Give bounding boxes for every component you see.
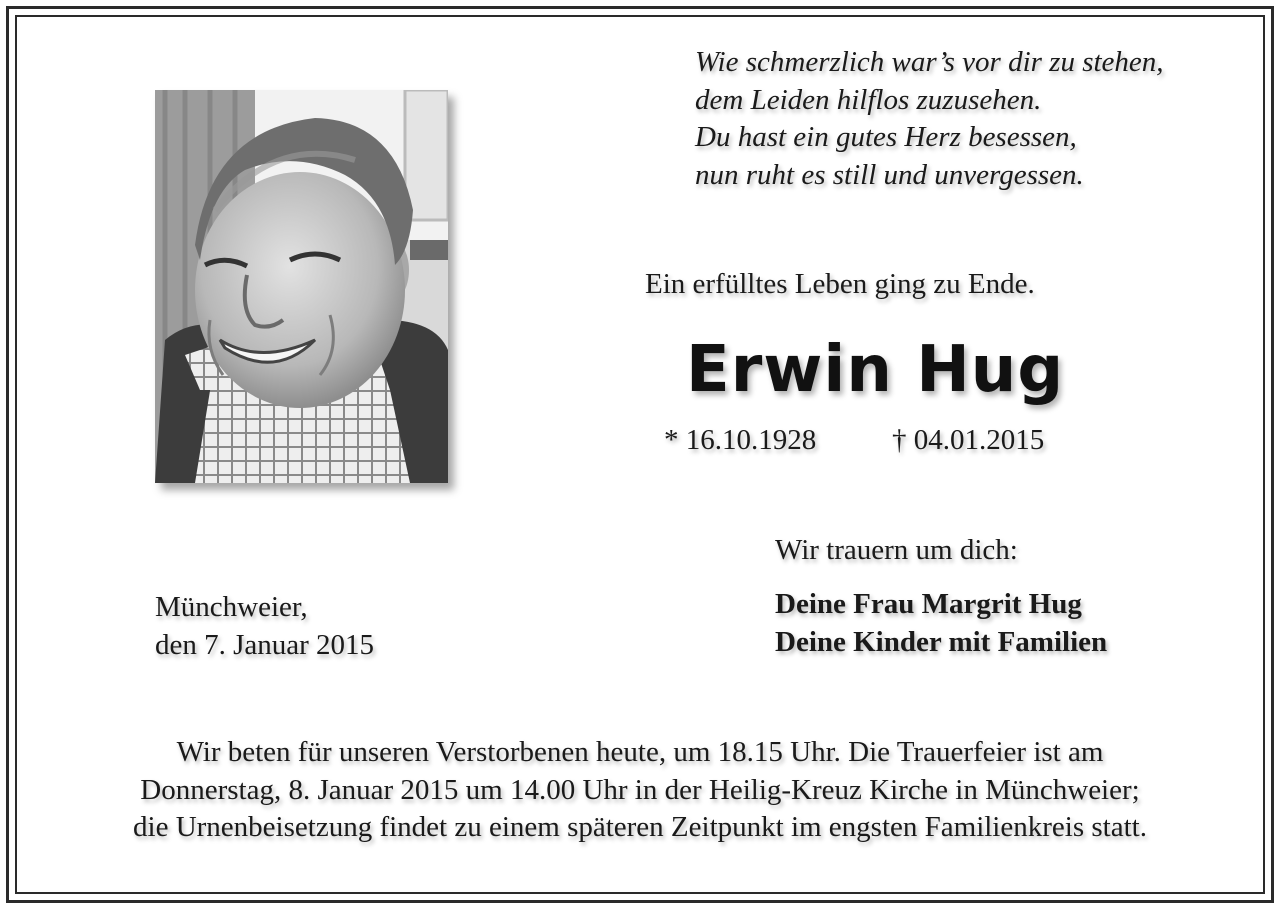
birth-date: * 16.10.1928: [664, 424, 817, 456]
service-line: die Urnenbeisetzung findet zu einem späteren Zeitpunkt im engsten Familienkreis statt.: [133, 811, 1147, 843]
poem-line: dem Leiden hilflos zuzusehen.: [695, 83, 1042, 116]
death-date: † 04.01.2015: [892, 424, 1045, 456]
portrait-illustration: [155, 90, 448, 483]
service-information: [40, 734, 1240, 847]
mourning-heading: Wir trauern um dich:: [775, 534, 1018, 566]
service-line: Wir beten für unseren Verstorbenen heute, um 18.15 Uhr. Die Trauerfeier ist am: [176, 736, 1104, 768]
mourners-list: [775, 585, 1107, 661]
deceased-name: Erwin Hug: [686, 333, 1065, 407]
intro-line: Ein erfülltes Leben ging zu Ende.: [645, 268, 1035, 300]
poem-line: Wie schmerzlich war’s vor dir zu stehen,: [695, 46, 1164, 78]
place-line: Münchweier,: [155, 591, 308, 623]
poem: [695, 44, 1164, 194]
mourner-line: Deine Frau Margrit Hug: [775, 588, 1082, 620]
poem-line: nun ruht es still und unvergessen.: [695, 158, 1084, 191]
place-and-date: [155, 588, 374, 664]
poem-line: Du hast ein gutes Herz besessen,: [695, 121, 1077, 153]
service-line: Donnerstag, 8. Januar 2015 um 14.00 Uhr in der Heilig-Kreuz Kirche in Münchweier;: [140, 773, 1140, 806]
portrait-photo: [155, 90, 448, 483]
mourner-line: Deine Kinder mit Familien: [775, 626, 1108, 658]
date-line: den 7. Januar 2015: [155, 629, 375, 661]
